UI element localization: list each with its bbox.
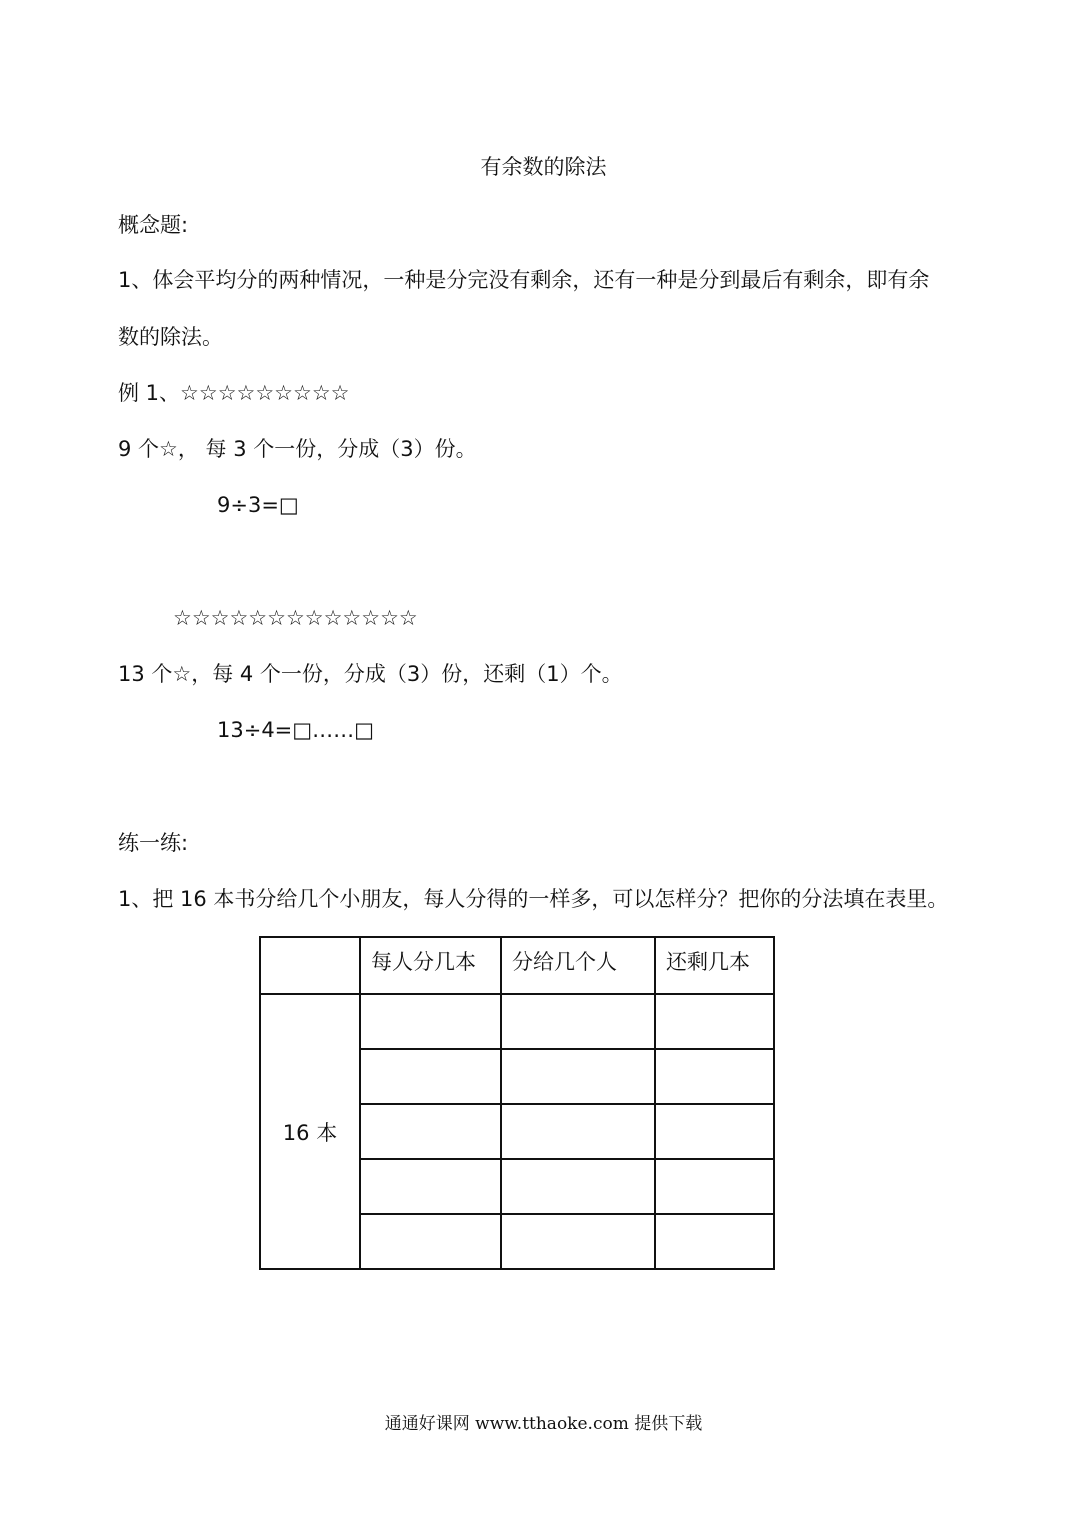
concept-item1-line2: 数的除法。 bbox=[118, 325, 223, 349]
example-stars2: ☆☆☆☆☆☆☆☆☆☆☆☆☆ bbox=[173, 606, 418, 630]
table-header-per-person: 每人分几本 bbox=[360, 937, 501, 994]
table-cell[interactable] bbox=[360, 1159, 501, 1214]
table-header-row bbox=[260, 937, 774, 994]
table-cell[interactable] bbox=[360, 1104, 501, 1159]
table-cell[interactable] bbox=[655, 1159, 774, 1214]
table-cell[interactable] bbox=[501, 1104, 655, 1159]
example-line1: 9 个☆， 每 3 个一份，分成（3）份。 bbox=[118, 437, 477, 461]
table-row bbox=[260, 994, 774, 1049]
table-cell[interactable] bbox=[655, 994, 774, 1049]
table-cell[interactable] bbox=[360, 994, 501, 1049]
table-cell[interactable] bbox=[655, 1104, 774, 1159]
practice-question1: 1、把 16 本书分给几个小朋友，每人分得的一样多，可以怎样分？把你的分法填在表里。 bbox=[118, 887, 949, 911]
table-cell[interactable] bbox=[501, 1159, 655, 1214]
table-row-label: 16 本 bbox=[260, 994, 360, 1269]
table-cell[interactable] bbox=[501, 1049, 655, 1104]
concept-item1-line1: 1、体会平均分的两种情况，一种是分完没有剩余，还有一种是分到最后有剩余，即有余 bbox=[118, 268, 930, 292]
table-header-people-count: 分给几个人 bbox=[501, 937, 655, 994]
table-cell[interactable] bbox=[360, 1049, 501, 1104]
page-footer: 通通好课网 www.tthaoke.com 提供下载 bbox=[384, 1414, 703, 1434]
concept-heading: 概念题: bbox=[118, 213, 189, 237]
answer-table bbox=[259, 936, 775, 1270]
table-cell[interactable] bbox=[501, 994, 655, 1049]
example-equation1: 9÷3=□ bbox=[217, 493, 299, 517]
table-cell[interactable] bbox=[501, 1214, 655, 1269]
page-title: 有余数的除法 bbox=[480, 155, 607, 179]
table-header-corner bbox=[260, 937, 360, 994]
table-header-remainder: 还剩几本 bbox=[655, 937, 774, 994]
example-line2: 13 个☆，每 4 个一份，分成（3）份，还剩（1）个。 bbox=[118, 662, 623, 686]
table-cell[interactable] bbox=[655, 1214, 774, 1269]
example-equation2: 13÷4=□……□ bbox=[217, 718, 374, 742]
table-cell[interactable] bbox=[360, 1214, 501, 1269]
practice-heading: 练一练: bbox=[118, 831, 189, 855]
example-label: 例 1、☆☆☆☆☆☆☆☆☆ bbox=[118, 381, 350, 405]
table-cell[interactable] bbox=[655, 1049, 774, 1104]
